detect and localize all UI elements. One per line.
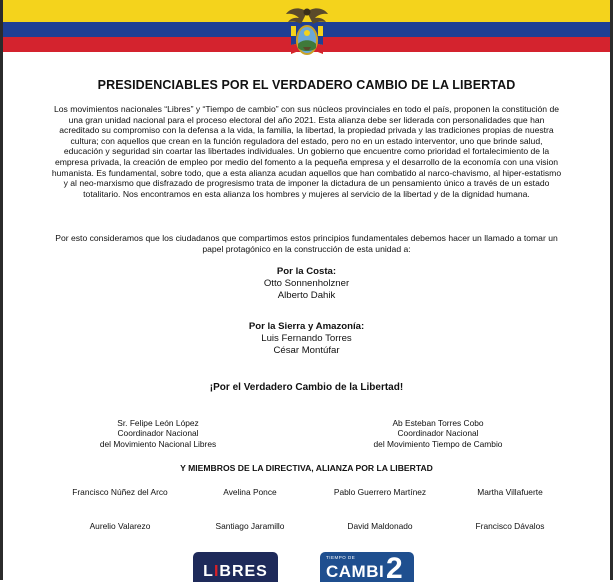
signatory-org: del Movimiento Tiempo de Cambio [373,438,503,449]
member-name: Avelina Ponce [223,487,277,497]
costa-candidate-name: Otto Sonnenholzner [263,278,350,289]
logo-big-text: CAMBI [326,562,385,581]
costa-heading: Por la Costa: [276,266,337,277]
signatory-name: Ab Esteban Torres Cobo [392,418,484,428]
sierra-candidate-name: Luis Fernando Torres [261,333,352,344]
signatory-name: Sr. Felipe León López [117,418,199,428]
member-name: Francisco Dávalos [475,521,545,531]
logo-small-text: TIEMPO DE [326,555,356,560]
page-title: PRESIDENCIABLES POR EL VERDADERO CAMBIO DE LA LIBERTAD [97,78,516,92]
member-name: Martha Villafuerte [477,487,543,497]
member-name: David Maldonado [347,521,413,531]
sierra-heading: Por la Sierra y Amazonía: [248,321,365,332]
member-name: Pablo Guerrero Martínez [333,487,427,497]
alliance-statement-paragraph: Los movimientos nacionales “Libres” y “Tiempo de cambio” con sus núcleos provinciales en todo el país, proponen la constitución de una gran unidad nacional para el proceso electoral del año 2021. Esta alianza debe ser liderada con personalidades que han acreditado su compromiso con la defensa a la vida, la familia, la libertad, la propiedad privada y las tradiciones propias de nuestra cultura; con aquellos que crean en la función reguladora del estado, pero no en un estado interventor, uno que brinde salud, educación y seguridad sin coartar las libertades individuales. Un gobierno que encuentre como prioridad el fortalecimiento de la empresa privada, la creación de empleo por medio del fomento a la pequeña empresa y el desarrollo de la economía con una vision humanista. Es fundamental, sobre todo, que a esta alianza acudan aquellos que han combatido al narco-chavismo, al hiper-estatismo y al neo-marxismo que disfrazado de progresismo trata de imponer la dictadura de un pensamiento único a través de un estado totalitario. Nos encontramos en esta alianza los hombres y mujeres al servicio de la libertad y de la dignidad humana. [51,104,562,199]
member-name: Francisco Núñez del Arco [72,487,168,497]
signatory-role: Coordinador Nacional [397,428,479,439]
signatory-org: del Movimiento Nacional Libres [99,438,217,449]
member-name: Santiago Jaramillo [215,521,285,531]
signatory-role: Coordinador Nacional [117,428,199,439]
logo-letter: L [203,563,214,580]
sierra-candidate-name: César Montúfar [273,345,340,356]
logo-letters: BRES [219,563,268,580]
slogan: ¡Por el Verdadero Cambio de la Libertad! [209,382,404,393]
logo-letter: I [213,563,220,580]
logo-number: 2 [386,552,403,582]
call-to-action-paragraph: Por esto consideramos que los ciudadanos que compartimos estos principios fundamentales debemos hacer un llamado a tomar un papel protagónico en la construcción de esta unidad a: [55,233,558,254]
member-name: Aurelio Valarezo [89,521,151,531]
costa-candidate-name: Alberto Dahik [277,290,336,301]
members-heading: Y MIEMBROS DE LA DIRECTIVA, ALIANZA POR LA LIBERTAD [180,463,433,473]
